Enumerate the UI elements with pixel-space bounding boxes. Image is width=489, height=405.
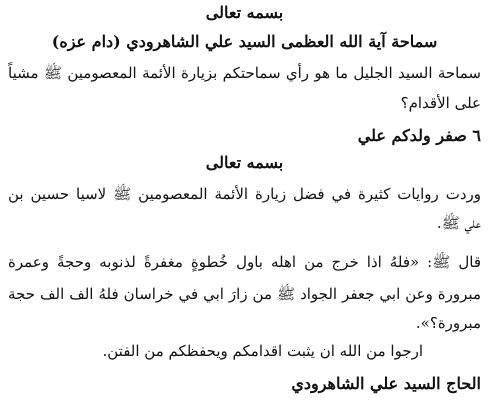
answer-signature: الحاج السيد علي الشاهرودي	[291, 374, 481, 393]
question-addressee: سماحة آية الله العظمى السيد علي الشاهرودي (دام عزه)	[51, 32, 438, 51]
answer-paragraph-1-line-2: علي ﷺ.	[436, 214, 481, 232]
answer-paragraph-1-line-1: وردت روايات كثيرة في فضل زيارة الأئمة المعصومين ﷺ لاسيا حسين بن	[8, 185, 481, 203]
answer-paragraph-2-line-1: قال ﷺ: «فلهُ اذا خرج من اهله باول خُطوةٍ مغفرةً لذنوبه وحجةً وعمرة	[8, 253, 481, 271]
question-text-line-2: على الأقدام؟	[400, 94, 481, 112]
question-title: بسمه تعالى	[205, 3, 284, 22]
answer-paragraph-2-line-2: مبرورة وعن ابي جعفر الجواد ﷺ من زارَ ابي في خراسان فلهُ الف الف حجة	[8, 285, 481, 303]
answer-title: بسمه تعالى	[205, 153, 284, 172]
question-text-line-1: سماحة السيد الجليل ما هو رأي سماحتكم بزيارة الأئمة المعصومين ﷺ مشياً	[8, 64, 481, 82]
answer-paragraph-2-line-3: مبرورة؟».	[415, 314, 481, 332]
question-signature: ٦ صفر ولدكم علي	[357, 126, 481, 145]
answer-closing: ارجوا من الله ان يثبت اقدامكم ويحفظكم من الفتن.	[102, 342, 423, 360]
